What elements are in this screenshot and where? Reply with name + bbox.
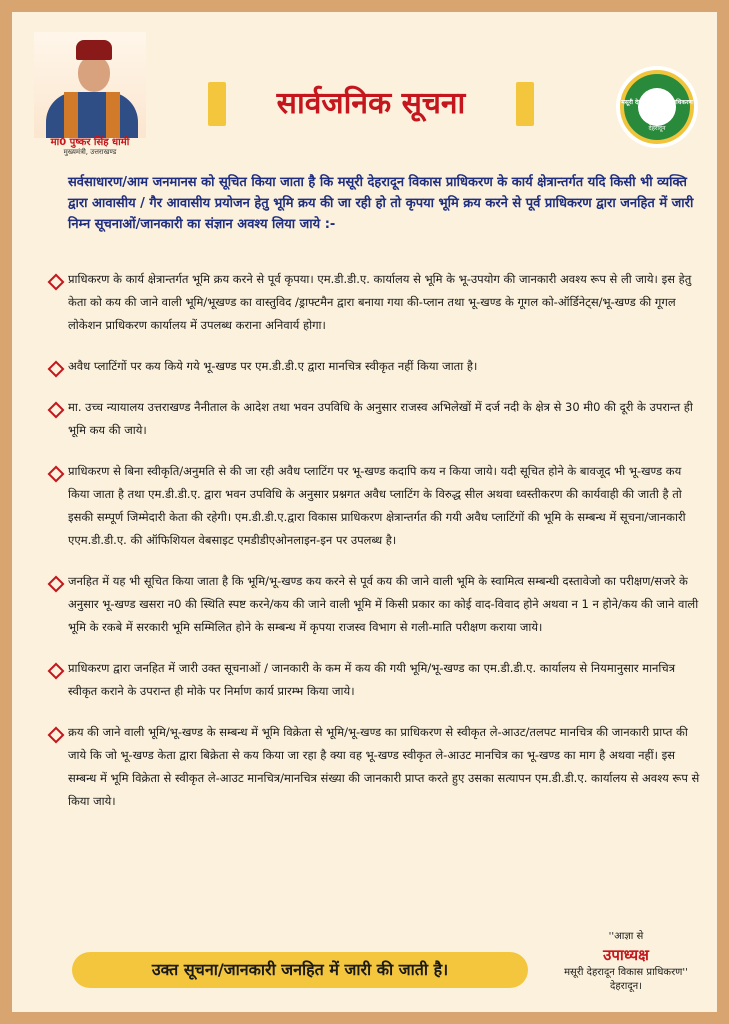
page-title: सार्वजनिक सूचना bbox=[276, 86, 466, 121]
signature-place: देहरादून। bbox=[610, 981, 642, 992]
item-text: अवैध प्लाटिंगों पर कय किये गये भू-खण्ड पर एम.डी.डी.ए द्वारा मानचित्र स्वीकृत नहीं किया जाता है। bbox=[68, 359, 478, 373]
item-text: प्राधिकरण से बिना स्वीकृति/अनुमति से की जा रही अवैध प्लाटिंग पर भू-खण्ड कदापि कय न किया जाये। यदी सूचित होने के बावजूद भी भू-खण्ड कय किया जाता है तथा एम.डी.डी.ए. द्वारा भवन उपविधि के अनुसार प्रश्नगत अवैध प्लाटिंग के विरुद्ध सील अथवा ध्वस्तीकरण की कार्यवाही की जाती है तो इसकी सम्पूर्ण जिम्मेदारी केता की रहेगी। एम.डी.डी.ए.द्वारा विकास प्राधिकरण क्षेत्रान्तर्गत की गयी अवैध प्लाटिंगों की भूमि के सम्बन्ध में सूचना/जानकारी एएम.डी.डी.ए. की ऑफिशियल वेबसाइट एमडीडीएओनलाइन-इन पर उपलब्ध है। bbox=[68, 464, 686, 547]
item-text: क्रय की जाने वाली भूमि/भू-खण्ड के सम्बन्ध में भूमि विक्रेता से भूमि/भू-खण्ड का प्राधिकरण से स्वीकृत ले-आउट/तलपट मानचित्र की जानकारी प्राप्त की जाये कि जो भू-खण्ड केता द्वारा बिक्रेता से कय किया जा रहा है क्या वह भू-खण्ड स्वीकृत ले-आउट मानचित्र का भू-खण्ड का माग है अथवा नहीं। इस सम्बन्ध में भूमि विक्रेता से स्वीकृत ले-आउट मानचित्र/मानचित्र संख्या की जानकारी प्राप्त करते हुए उसका सत्यापन एम.डी.डी.ए. कार्यालय से अवश्य रूप से किया जाये। bbox=[68, 725, 700, 808]
authority-name: मसूरी देहरादून विकास प्राधिकरण'' bbox=[564, 967, 688, 978]
photo-caption-role: मुख्यमंत्री, उत्तराखण्ड bbox=[63, 148, 117, 156]
diamond-bullet-icon bbox=[48, 727, 65, 744]
item-text: जनहित में यह भी सूचित किया जाता है कि भूमि/भू-खण्ड कय करने से पूर्व कय की जाने वाली भूमि के स्वामित्व सम्बन्धी दस्तावेजो का परीक्षण/सजरे के अनुसार भू-खण्ड खसरा न0 की स्थिति स्पष्ट करने/कय की जाने वाली भूमि में किसी प्रकार का कोई वाद-विवाद होने अथवा न 1 न होने/कय की जाने वाली भूमि के रकबे में सरकारी भूमि सम्मिलित होने के सम्बन्ध में कृपया राजस्व विभाग से गली-माति परीक्षण कराया जाये। bbox=[68, 574, 699, 634]
list-item bbox=[48, 721, 704, 813]
footer-notice: उक्त सूचना/जानकारी जनहित में जारी की जाती है। bbox=[72, 952, 528, 988]
logo-text: मसूरी देहरादून विकास प्राधिकरण bbox=[621, 99, 693, 106]
title-banner bbox=[208, 80, 534, 128]
diamond-bullet-icon bbox=[48, 361, 65, 378]
order-line: ''आज्ञा से bbox=[608, 931, 644, 942]
signatory-title: उपाध्यक्ष bbox=[603, 946, 649, 964]
banner-bracket-right bbox=[516, 82, 534, 126]
list-item bbox=[48, 460, 704, 552]
signature-block bbox=[546, 930, 706, 994]
list-item bbox=[48, 657, 704, 703]
intro-paragraph: सर्वसाधारण/आम जनमानस को सूचित किया जाता है कि मसूरी देहरादून विकास प्राधिकरण के कार्य क्षेत्रान्तर्गत यदि किसी भी व्यक्ति द्वारा आवासीय / गैर आवासीय प्रयोजन हेतु भूमि क्रय की जा रही हो तो कृपया भूमि क्रय करने से पूर्व प्राधिकरण द्वारा जनहित में जारी निम्न सूचनाओं/जानकारी का संज्ञान अवश्य लिया जाये :- bbox=[68, 175, 694, 232]
list-item bbox=[48, 396, 704, 442]
chief-minister-photo bbox=[34, 32, 146, 138]
diamond-bullet-icon bbox=[48, 576, 65, 593]
authority-logo-icon bbox=[616, 66, 698, 148]
list-item bbox=[48, 355, 704, 378]
diamond-bullet-icon bbox=[48, 402, 65, 419]
list-item bbox=[48, 570, 704, 639]
item-text: प्राधिकरण द्वारा जनहित में जारी उक्त सूचनाओं / जानकारी के कम में कय की गयी भूमि/भू-खण्ड का एम.डी.डी.ए. कार्यालय से नियमानुसार मानचित्र स्वीकृत कराने के उपरान्त ही मोके पर निर्माण कार्य प्रारम्भ किया जाये। bbox=[68, 661, 676, 698]
list-item bbox=[48, 268, 704, 337]
banner-bracket-left bbox=[208, 82, 226, 126]
diamond-bullet-icon bbox=[48, 274, 65, 291]
notice-items bbox=[48, 268, 704, 831]
item-text: प्राधिकरण के कार्य क्षेत्रान्तर्गत भूमि क्रय करने से पूर्व कृपया। एम.डी.डी.ए. कार्यालय से भूमि के भू-उपयोग की जानकारी अवश्य रूप से ली जाये। इस हेतु केता को कय की जाने वाली भूमि/भूखण्ड का वास्तुविद /ड्राफ्टमैन द्वारा बनाया गया की-प्लान तथा भू-खण्ड के गूगल को-ऑर्डिनेट्स/भू-खण्ड की गूगल लोकेशन प्राधिकरण कार्यालय में उपलब्ध कराना अनिवार्य होगा। bbox=[68, 272, 692, 332]
diamond-bullet-icon bbox=[48, 663, 65, 680]
diamond-bullet-icon bbox=[48, 466, 65, 483]
photo-caption-name: मा0 पुष्कर सिंह धामी bbox=[50, 137, 130, 148]
notice-sheet bbox=[12, 12, 717, 1012]
item-text: मा. उच्च न्यायालय उत्तराखण्ड नैनीताल के आदेश तथा भवन उपविधि के अनुसार राजस्व अभिलेखों में दर्ज नदी के क्षेत्र से 30 मी0 की दूरी के उपरान्त ही भूमि कय की जाये। bbox=[68, 400, 693, 437]
logo-place: देहरादून bbox=[648, 125, 666, 132]
